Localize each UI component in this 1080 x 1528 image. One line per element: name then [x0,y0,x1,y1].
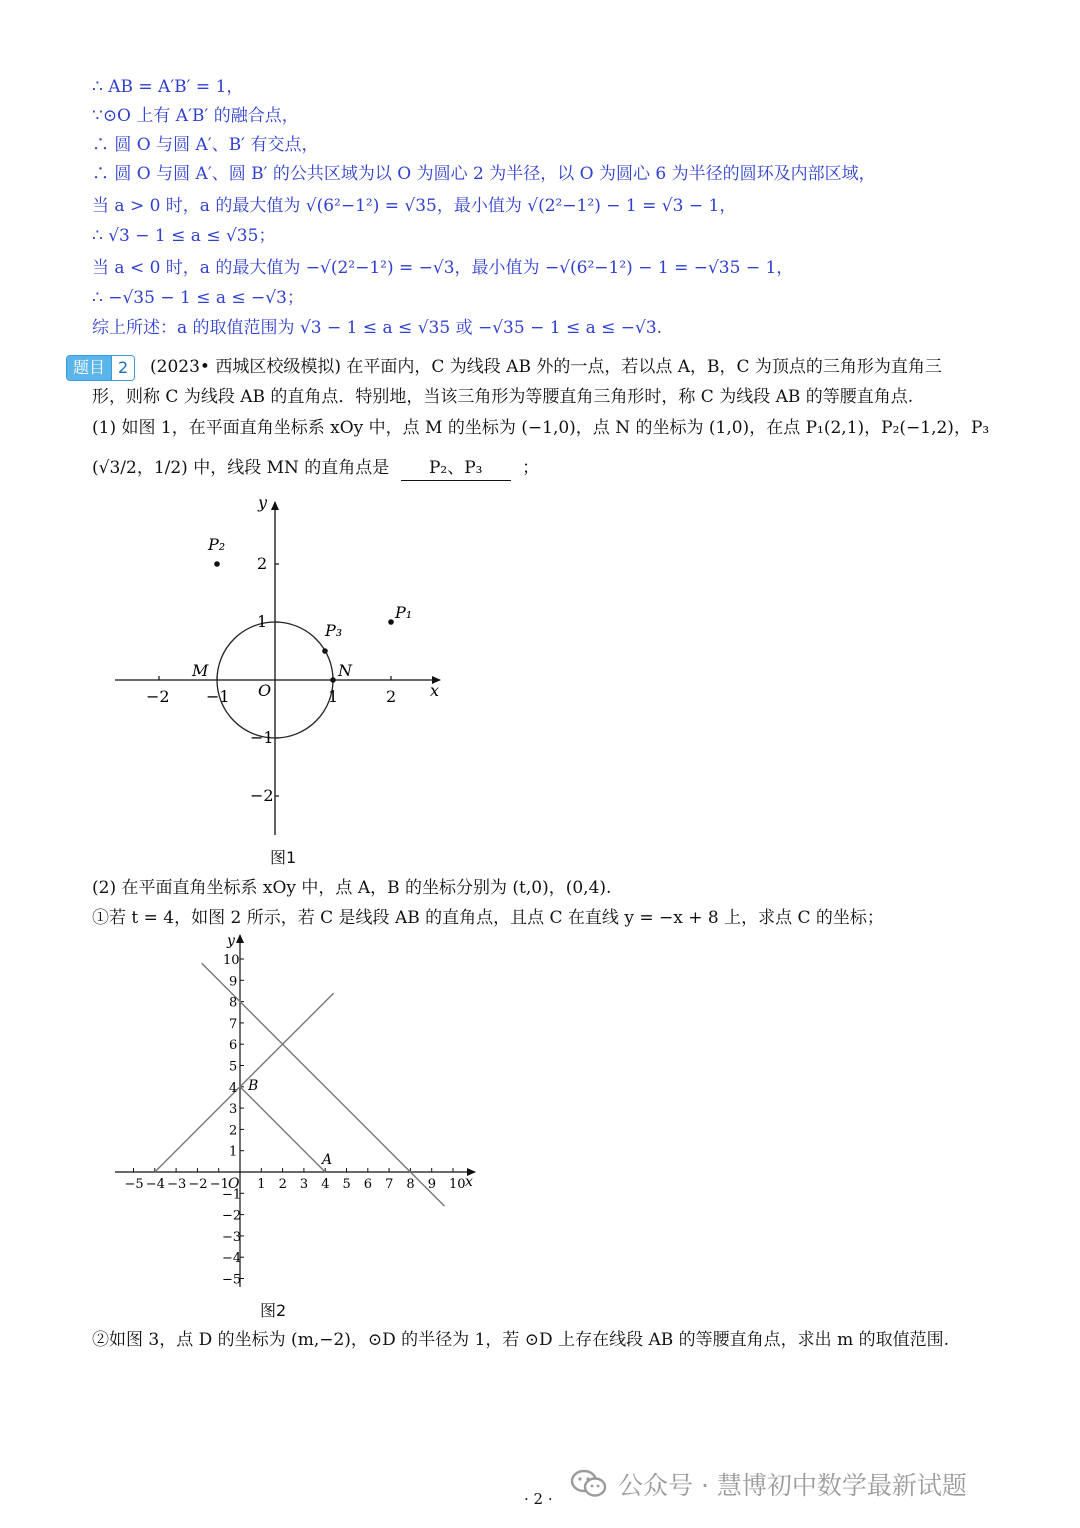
fig2-x-tick-label: 10 [449,1177,466,1192]
problem-part1-b [92,456,539,481]
problem-part1-b-pre: (√3/2，1/2) 中，线段 MN 的直角点是 [92,458,390,478]
fig2-x-tick-label: 2 [278,1177,287,1192]
fig1-label-p1: P₁ [395,603,413,622]
fig2-label-b: B [248,1078,259,1094]
fig2-line-2 [155,993,334,1172]
fig1-point-n [330,677,336,683]
problem-tag-number: 2 [111,356,134,380]
watermark [570,1466,967,1502]
solution-line-5: 当 a > 0 时，a 的最大值为 √(6²−1²) = √35，最小值为 √(2²−1²) − 1 = √3 − 1， [92,196,737,216]
problem-part2: (2) 在平面直角坐标系 xOy 中，点 A，B 的坐标分别为 (t,0)，(0,4). [92,878,612,898]
fig1-x-label: x [430,681,440,700]
fig1-tick-x-2: 2 [386,687,397,706]
fig2-y-tick-label: 8 [229,995,238,1011]
answer-blank: P₂、P₃ [401,456,511,481]
fig1-tick-x-neg1: −1 [206,687,230,706]
figure2 [110,930,490,1290]
fig2-y-tick-label: 3 [229,1102,238,1118]
fig2-x-tick-label: 6 [363,1177,373,1192]
fig2-y-tick-label: −3 [222,1229,242,1245]
fig1-point-p1 [388,619,394,625]
fig2-y-tick-label: 1 [229,1144,238,1160]
fig1-tick-y-1: 1 [257,612,268,631]
fig1-origin-label: O [258,681,272,700]
fig2-ticks [134,959,454,1279]
problem-intro-1: (2023• 西城区校级模拟) 在平面内，C 为线段 AB 外的一点，若以点 A，B，C 为顶点的三角形为直角三 [150,357,942,377]
fig1-label-p2: P₂ [208,535,226,554]
fig2-x-tick-labels [125,1177,466,1192]
fig1-tick-x-1: 1 [328,687,339,706]
fig2-x-tick-label: −2 [188,1177,208,1192]
fig2-x-tick-label: 9 [427,1177,436,1192]
fig2-x-tick-label: 3 [299,1177,309,1192]
fig2-x-tick-label: 8 [406,1177,415,1192]
solution-line-1: ∴ AB = A′B′ = 1， [92,77,244,97]
fig2-x-tick-label: 7 [385,1177,394,1192]
fig2-x-tick-label: −3 [167,1177,187,1192]
fig2-x-tick-label: −1 [209,1177,229,1192]
solution-line-9: 综上所述：a 的取值范围为 √3 − 1 ≤ a ≤ √35 或 −√35 − 1 ≤ a ≤ −√3. [92,318,663,338]
problem-tag-label: 题目 [67,356,111,380]
fig2-y-tick-label: −4 [222,1251,242,1267]
figure1-caption: 图1 [270,848,297,867]
fig2-x-tick-label: 4 [321,1177,330,1192]
fig2-label-a: A [322,1152,333,1168]
fig2-y-tick-label: −2 [222,1208,242,1224]
fig2-line-ab [240,1087,325,1172]
fig2-y-tick-label: 6 [229,1038,238,1054]
fig1-point-p2 [214,561,220,567]
fig1-tick-y-neg2: −2 [250,786,274,805]
fig2-y-tick-label: 4 [229,1080,238,1096]
figure1 [110,490,470,840]
fig2-y-tick-label: 10 [223,953,240,968]
fig1-y-label: y [258,493,268,512]
solution-line-6: ∴ √3 − 1 ≤ a ≤ √35； [92,226,276,246]
problem-part2-1: ①若 t = 4，如图 2 所示，若 C 是线段 AB 的直角点，且点 C 在直线 y = −x + 8 上，求点 C 的坐标； [92,908,884,928]
fig2-y-tick-label: 7 [229,1016,238,1032]
solution-line-7: 当 a < 0 时，a 的最大值为 −√(2²−1²) = −√3，最小值为 −√(6²−1²) − 1 = −√35 − 1， [92,258,794,278]
fig1-label-p3: P₃ [325,621,343,640]
fig2-lines [155,963,445,1206]
watermark-text: 公众号 · 慧博初中数学最新试题 [618,1471,967,1500]
fig2-y-label: y [227,933,235,949]
fig1-point-p3 [322,648,328,654]
fig2-y-tick-label: 5 [229,1059,238,1075]
fig2-x-tick-label: 1 [257,1177,266,1192]
problem-part2-2: ②如图 3，点 D 的坐标为 (m,−2)，⊙D 的半径为 1，若 ⊙D 上存在线段 AB 的等腰直角点，求出 m 的取值范围. [92,1330,949,1350]
problem-intro-2: 形，则称 C 为线段 AB 的直角点．特别地，当该三角形为等腰直角三角形时，称 C 为线段 AB 的等腰直角点. [92,387,914,407]
fig1-label-n: N [338,661,352,680]
fig2-y-tick-label: 2 [229,1123,238,1139]
fig2-x-tick-label: −5 [124,1177,144,1192]
problem-part1-a: (1) 如图 1，在平面直角坐标系 xOy 中，点 M 的坐标为 (−1,0)，点 N 的坐标为 (1,0)，在点 P₁(2,1)，P₂(−1,2)，P₃ [92,418,990,438]
fig2-y-tick-label: −5 [222,1272,242,1288]
wechat-icon [570,1469,608,1499]
fig2-y-tick-labels [222,953,241,1288]
figure2-caption: 图2 [260,1301,287,1320]
fig2-y-tick-label: 9 [229,974,238,990]
problem-tag [66,355,135,381]
solution-line-8: ∴ −√35 − 1 ≤ a ≤ −√3； [92,288,304,308]
fig2-x-tick-label: −4 [145,1177,165,1192]
problem-part1-b-post: ； [522,458,540,478]
fig2-origin-label: O [228,1176,240,1192]
fig2-y-tick-label: −1 [222,1187,242,1203]
fig2-x-tick-label: 5 [342,1177,351,1192]
fig1-tick-y-2: 2 [257,554,268,573]
page-number: · 2 · [524,1490,553,1508]
fig1-tick-x-neg2: −2 [146,687,170,706]
solution-line-4: ∴ 圆 O 与圆 A′、圆 B′ 的公共区域为以 O 为圆心 2 为半径，以 O 为圆心 6 为半径的圆环及内部区域， [92,164,876,184]
fig1-tick-y-neg1: −1 [250,728,274,747]
fig2-x-label: x [465,1174,473,1190]
fig1-label-m: M [192,661,209,680]
solution-line-2: ∵⊙O 上有 A′B′ 的融合点， [92,106,299,126]
solution-line-3: ∴ 圆 O 与圆 A′、B′ 有交点， [92,135,319,155]
